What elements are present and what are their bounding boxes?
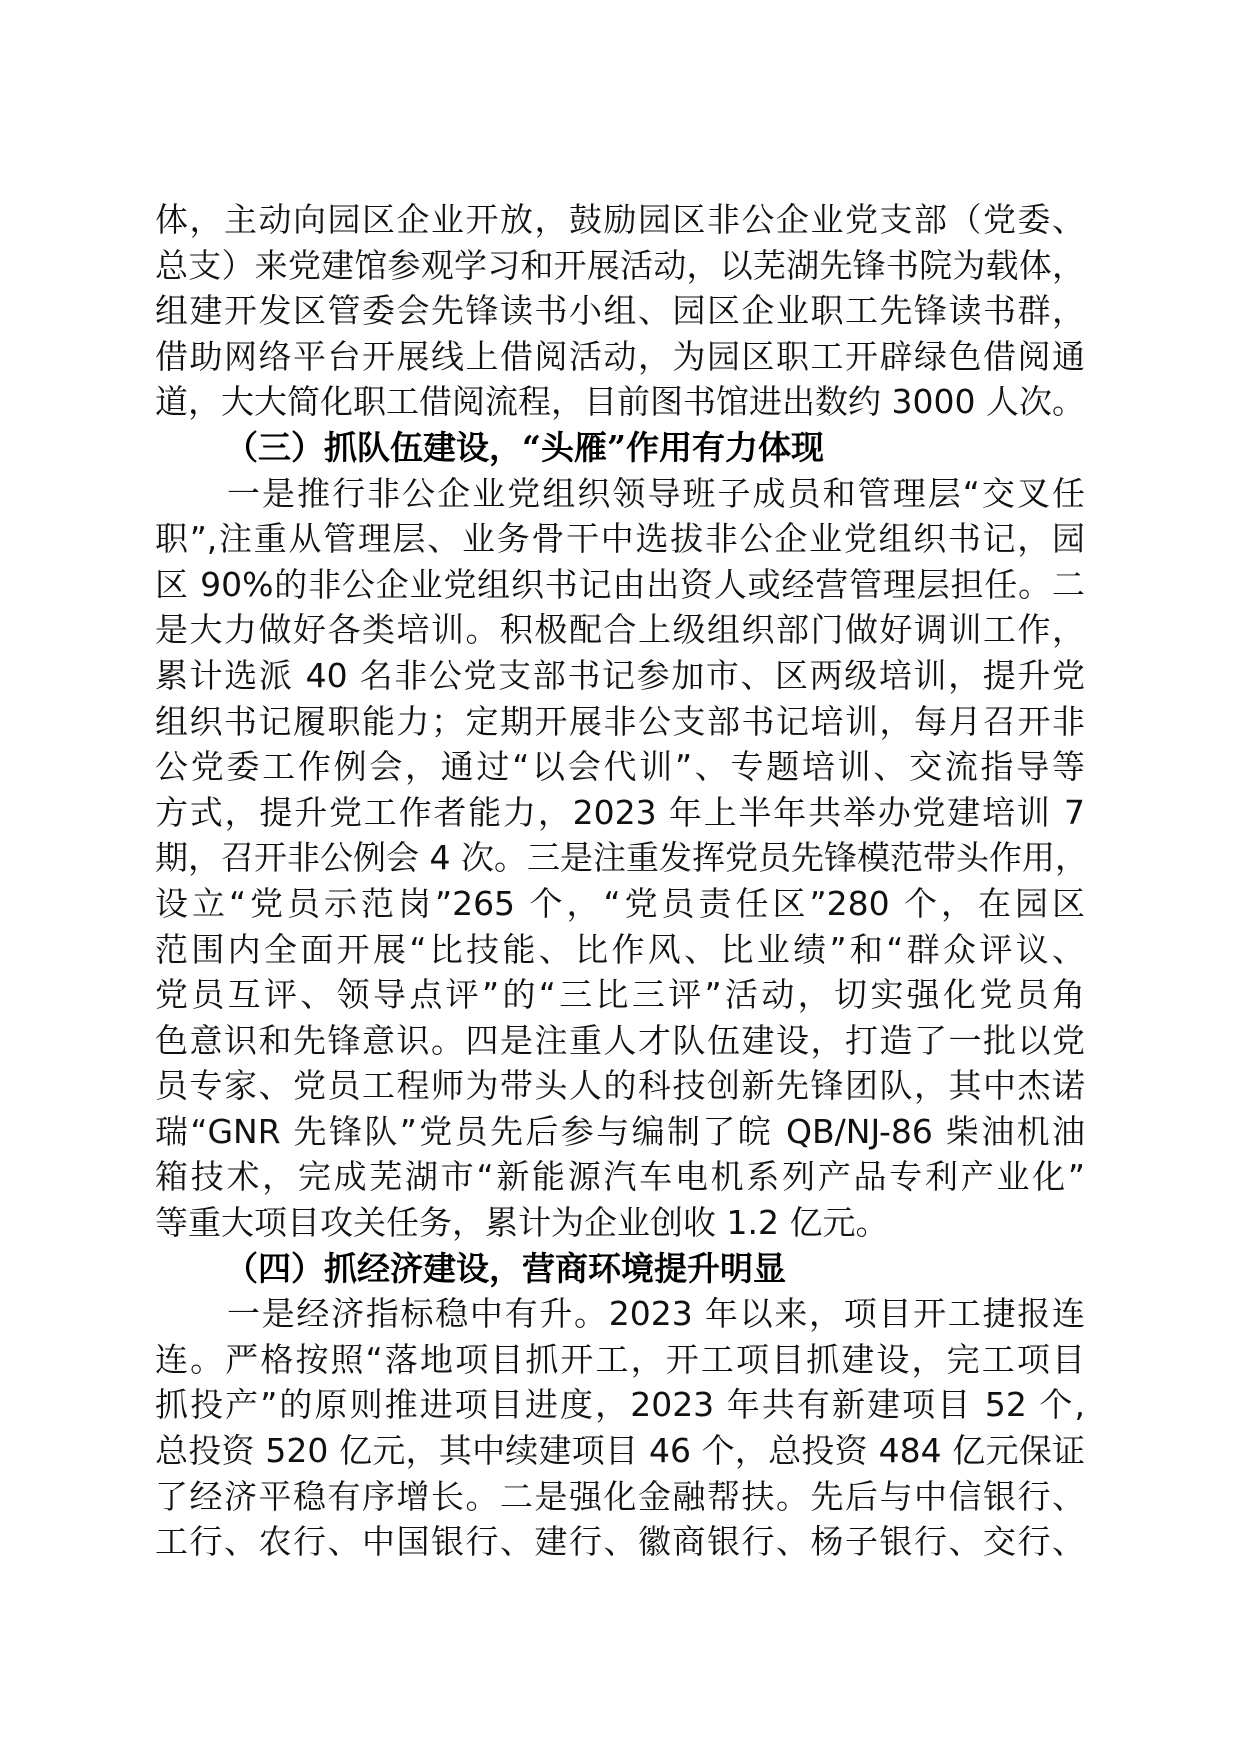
- text-line: 累计选派 40 名非公党支部书记参加市、区两级培训，提升党: [155, 655, 1085, 695]
- text-line: 员专家、党员工程师为带头人的科技创新先锋团队，其中杰诺: [155, 1066, 1085, 1106]
- text-line: 箱技术，完成芜湖市“新能源汽车电机系列产品专利产业化”: [155, 1157, 1085, 1197]
- text-line: 连。严格按照“落地项目抓开工，开工项目抓建设，完工项目: [155, 1339, 1085, 1379]
- paragraph-4: [155, 1291, 1085, 1565]
- text-line: 抓投产”的原则推进项目进度，2023 年共有新建项目 52 个,: [155, 1385, 1085, 1425]
- text-line: 了经济平稳有序增长。二是强化金融帮扶。先后与中信银行、: [155, 1476, 1085, 1516]
- text-line: 一是经济指标稳中有升。2023 年以来，项目开工捷报连: [227, 1294, 1085, 1334]
- text-line: 等重大项目攻关任务，累计为企业创收 1.2 亿元。: [155, 1203, 889, 1243]
- text-line: 党员互评、领导点评”的“三比三评”活动，切实强化党员角: [155, 975, 1085, 1015]
- text-line: 总投资 520 亿元，其中续建项目 46 个，总投资 484 亿元保证: [155, 1431, 1085, 1471]
- section-heading-4: （四）抓经济建设，营商环境提升明显: [225, 1248, 786, 1288]
- text-line: 组建开发区管委会先锋读书小组、园区企业职工先锋读书群，: [155, 291, 1085, 331]
- text-line: 工行、农行、中国银行、建行、徽商银行、杨子银行、交行、: [155, 1522, 1085, 1562]
- text-line: 色意识和先锋意识。四是注重人才队伍建设，打造了一批以党: [155, 1020, 1085, 1060]
- paragraph-continued: [155, 197, 1085, 425]
- document-body: [155, 197, 1088, 1565]
- text-line: 瑞“GNR 先锋队”党员先后参与编制了皖 QB/NJ-86 柴油机油: [155, 1111, 1085, 1151]
- text-line: 总支）来党建馆参观学习和开展活动，以芜湖先锋书院为载体，: [155, 245, 1085, 285]
- text-line: 公党委工作例会，通过“以会代训”、专题培训、交流指导等: [155, 747, 1085, 787]
- text-line: 道，大大简化职工借阅流程，目前图书馆进出数约 3000 人次。: [155, 382, 1085, 422]
- text-line: 一是推行非公企业党组织领导班子成员和管理层“交叉任: [227, 473, 1085, 513]
- text-line: 设立“党员示范岗”265 个，“党员责任区”280 个，在园区: [155, 883, 1085, 923]
- section-heading-3: （三）抓队伍建设，“头雁”作用有力体现: [225, 427, 824, 467]
- text-line: 职”,注重从管理层、业务骨干中选拔非公企业党组织书记，园: [155, 519, 1085, 559]
- text-line: 组织书记履职能力；定期开展非公支部书记培训，每月召开非: [155, 701, 1085, 741]
- text-line: 借助网络平台开展线上借阅活动，为园区职工开辟绿色借阅通: [155, 336, 1085, 376]
- text-line: 期，召开非公例会 4 次。三是注重发挥党员先锋模范带头作用，: [155, 838, 1088, 878]
- text-line: 是大力做好各类培训。积极配合上级组织部门做好调训工作，: [155, 610, 1085, 650]
- text-line: 区 90%的非公企业党组织书记由出资人或经营管理层担任。二: [155, 564, 1085, 604]
- paragraph-3: [155, 471, 1088, 1246]
- text-line: 方式，提升党工作者能力，2023 年上半年共举办党建培训 7: [155, 792, 1085, 832]
- text-line: 体，主动向园区企业开放，鼓励园区非公企业党支部（党委、: [155, 200, 1085, 239]
- text-line: 范围内全面开展“比技能、比作风、比业绩”和“群众评议、: [155, 929, 1085, 969]
